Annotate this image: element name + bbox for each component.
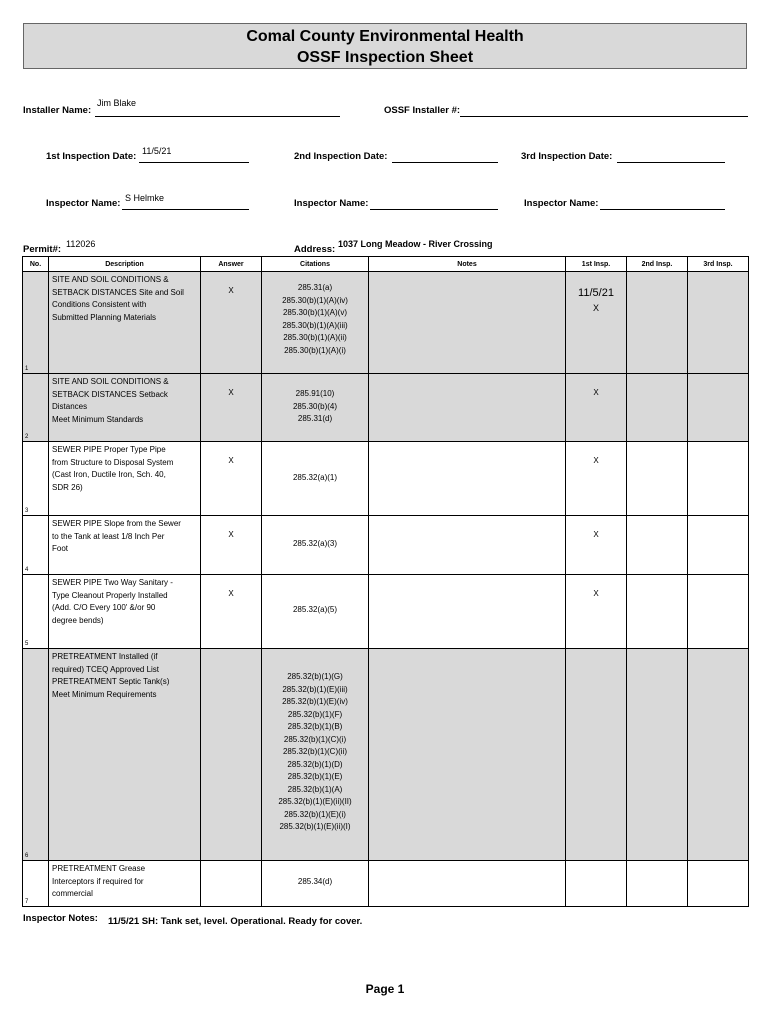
col-header-description: Description xyxy=(49,257,201,272)
row-notes[interactable] xyxy=(369,442,566,516)
table-row xyxy=(23,861,749,907)
row-number: 4 xyxy=(23,516,49,575)
row-number: 3 xyxy=(23,442,49,516)
page-number: Page 1 xyxy=(365,982,405,996)
row-insp2[interactable] xyxy=(627,272,688,374)
table-row xyxy=(23,649,749,861)
row-insp1[interactable] xyxy=(566,861,627,907)
row-number: 7 xyxy=(23,861,49,907)
row-insp2[interactable] xyxy=(627,575,688,649)
row-answer[interactable] xyxy=(201,861,262,907)
row-citations: 285.34(d) xyxy=(262,861,369,907)
row-description: SITE AND SOIL CONDITIONS & SETBACK DISTANCES Site and Soil Conditions Consistent with Submitted Planning Materials xyxy=(49,272,201,374)
third-inspection-date-field[interactable] xyxy=(617,162,725,163)
title-box xyxy=(23,23,747,69)
address-label: Address: xyxy=(294,244,336,255)
row-notes[interactable] xyxy=(369,649,566,861)
row-citations: 285.91(10) 285.30(b)(4) 285.31(d) xyxy=(262,374,369,442)
form-subtitle: OSSF Inspection Sheet xyxy=(296,49,474,66)
row-answer[interactable]: X xyxy=(201,575,262,649)
row-insp2[interactable] xyxy=(627,374,688,442)
row-answer[interactable]: X xyxy=(201,516,262,575)
row-insp3[interactable] xyxy=(688,374,749,442)
col-header-notes: Notes xyxy=(369,257,566,272)
table-row xyxy=(23,575,749,649)
row-insp3[interactable] xyxy=(688,649,749,861)
inspector1-name-line xyxy=(122,209,249,210)
table-header-row xyxy=(23,257,749,272)
form-title: Comal County Environmental Health xyxy=(246,28,524,45)
installer-name-line xyxy=(95,116,340,117)
permit-value[interactable]: 112026 xyxy=(66,239,96,249)
installer-name-value[interactable]: Jim Blake xyxy=(97,98,137,108)
second-inspection-date-field[interactable] xyxy=(392,162,498,163)
row-citations: 285.32(a)(3) xyxy=(262,516,369,575)
row-insp3[interactable] xyxy=(688,442,749,516)
row-notes[interactable] xyxy=(369,374,566,442)
first-inspection-date-line xyxy=(139,162,249,163)
inspector2-name-label: Inspector Name: xyxy=(294,198,369,209)
row-insp1[interactable]: 11/5/21 X xyxy=(566,272,627,374)
row-answer[interactable]: X xyxy=(201,442,262,516)
row-notes[interactable] xyxy=(369,861,566,907)
inspector2-name-field[interactable] xyxy=(370,209,498,210)
row-number: 6 xyxy=(23,649,49,861)
ossf-installer-field[interactable] xyxy=(460,116,748,117)
ossf-installer-label: OSSF Installer #: xyxy=(384,105,461,116)
row-insp1[interactable]: X xyxy=(566,516,627,575)
inspector1-name-value[interactable]: S Helmke xyxy=(125,193,165,203)
third-inspection-date-label: 3rd Inspection Date: xyxy=(521,151,613,162)
row-answer[interactable]: X xyxy=(201,374,262,442)
row-description: SEWER PIPE Proper Type Pipe from Structure to Disposal System (Cast Iron, Ductile Iron, Sch. 40, SDR 26) xyxy=(49,442,201,516)
row-citations: 285.32(a)(1) xyxy=(262,442,369,516)
row-description: SEWER PIPE Two Way Sanitary - Type Cleanout Properly Installed (Add. C/O Every 100' &/or 90 degree bends) xyxy=(49,575,201,649)
row-insp3[interactable] xyxy=(688,575,749,649)
row-number: 2 xyxy=(23,374,49,442)
row-description: PRETREATMENT Installed (if required) TCEQ Approved List PRETREATMENT Septic Tank(s) Meet Minimum Requirements xyxy=(49,649,201,861)
row-insp2[interactable] xyxy=(627,649,688,861)
col-header-insp2: 2nd Insp. xyxy=(627,257,688,272)
row-insp2[interactable] xyxy=(627,442,688,516)
col-header-insp3: 3rd Insp. xyxy=(688,257,749,272)
row-answer[interactable]: X xyxy=(201,272,262,374)
row-insp1[interactable]: X xyxy=(566,374,627,442)
first-inspection-date-label: 1st Inspection Date: xyxy=(46,151,137,162)
col-header-citations: Citations xyxy=(262,257,369,272)
inspector-notes-value[interactable]: 11/5/21 SH: Tank set, level. Operational. Ready for cover. xyxy=(108,916,363,927)
first-inspection-date-value[interactable]: 11/5/21 xyxy=(142,146,172,156)
table-row xyxy=(23,374,749,442)
row-insp1[interactable]: X xyxy=(566,575,627,649)
row-citations: 285.31(a) 285.30(b)(1)(A)(iv) 285.30(b)(1)(A)(v) 285.30(b)(1)(A)(iii) 285.30(b)(1)(A)(ii) 285.30(b)(1)(A)(i) xyxy=(262,272,369,374)
col-header-answer: Answer xyxy=(201,257,262,272)
table-row xyxy=(23,442,749,516)
installer-name-label: Installer Name: xyxy=(23,105,92,116)
row-insp2[interactable] xyxy=(627,861,688,907)
table-row xyxy=(23,516,749,575)
row-insp1[interactable] xyxy=(566,649,627,861)
table-row xyxy=(23,272,749,374)
permit-label: Permit#: xyxy=(23,244,62,255)
row-description: SEWER PIPE Slope from the Sewer to the Tank at least 1/8 Inch Per Foot xyxy=(49,516,201,575)
row-insp3[interactable] xyxy=(688,516,749,575)
inspector-notes-label: Inspector Notes: xyxy=(23,913,98,924)
col-header-insp1: 1st Insp. xyxy=(566,257,627,272)
row-citations: 285.32(a)(5) xyxy=(262,575,369,649)
col-header-no: No. xyxy=(23,257,49,272)
inspector1-name-label: Inspector Name: xyxy=(46,198,121,209)
row-number: 5 xyxy=(23,575,49,649)
address-value[interactable]: 1037 Long Meadow - River Crossing xyxy=(338,239,493,249)
row-insp3[interactable] xyxy=(688,861,749,907)
row-description: SITE AND SOIL CONDITIONS & SETBACK DISTANCES Setback Distances Meet Minimum Standards xyxy=(49,374,201,442)
inspector3-name-field[interactable] xyxy=(600,209,725,210)
row-answer[interactable] xyxy=(201,649,262,861)
row-notes[interactable] xyxy=(369,575,566,649)
inspector3-name-label: Inspector Name: xyxy=(524,198,599,209)
row-citations: 285.32(b)(1)(G) 285.32(b)(1)(E)(iii) 285.32(b)(1)(E)(iv) 285.32(b)(1)(F) 285.32(b)(1)(B) 285.32(b)(1)(C)(i) 285.32(b)(1)(C)(ii) 285.32(b)(1)(D) 285.32(b)(1)(E) 285.32(b)(1)(A) 285.32(b)(1)(E)(ii)(II) 285.32(b)(1)(E)(i) 285.32(b)(1)(E)(ii)(I) xyxy=(262,649,369,861)
row-insp1[interactable]: X xyxy=(566,442,627,516)
row-description: PRETREATMENT Grease Interceptors if required for commercial xyxy=(49,861,201,907)
row-notes[interactable] xyxy=(369,272,566,374)
row-notes[interactable] xyxy=(369,516,566,575)
second-inspection-date-label: 2nd Inspection Date: xyxy=(294,151,388,162)
inspection-table xyxy=(22,256,749,907)
row-insp2[interactable] xyxy=(627,516,688,575)
row-number: 1 xyxy=(23,272,49,374)
row-insp3[interactable] xyxy=(688,272,749,374)
